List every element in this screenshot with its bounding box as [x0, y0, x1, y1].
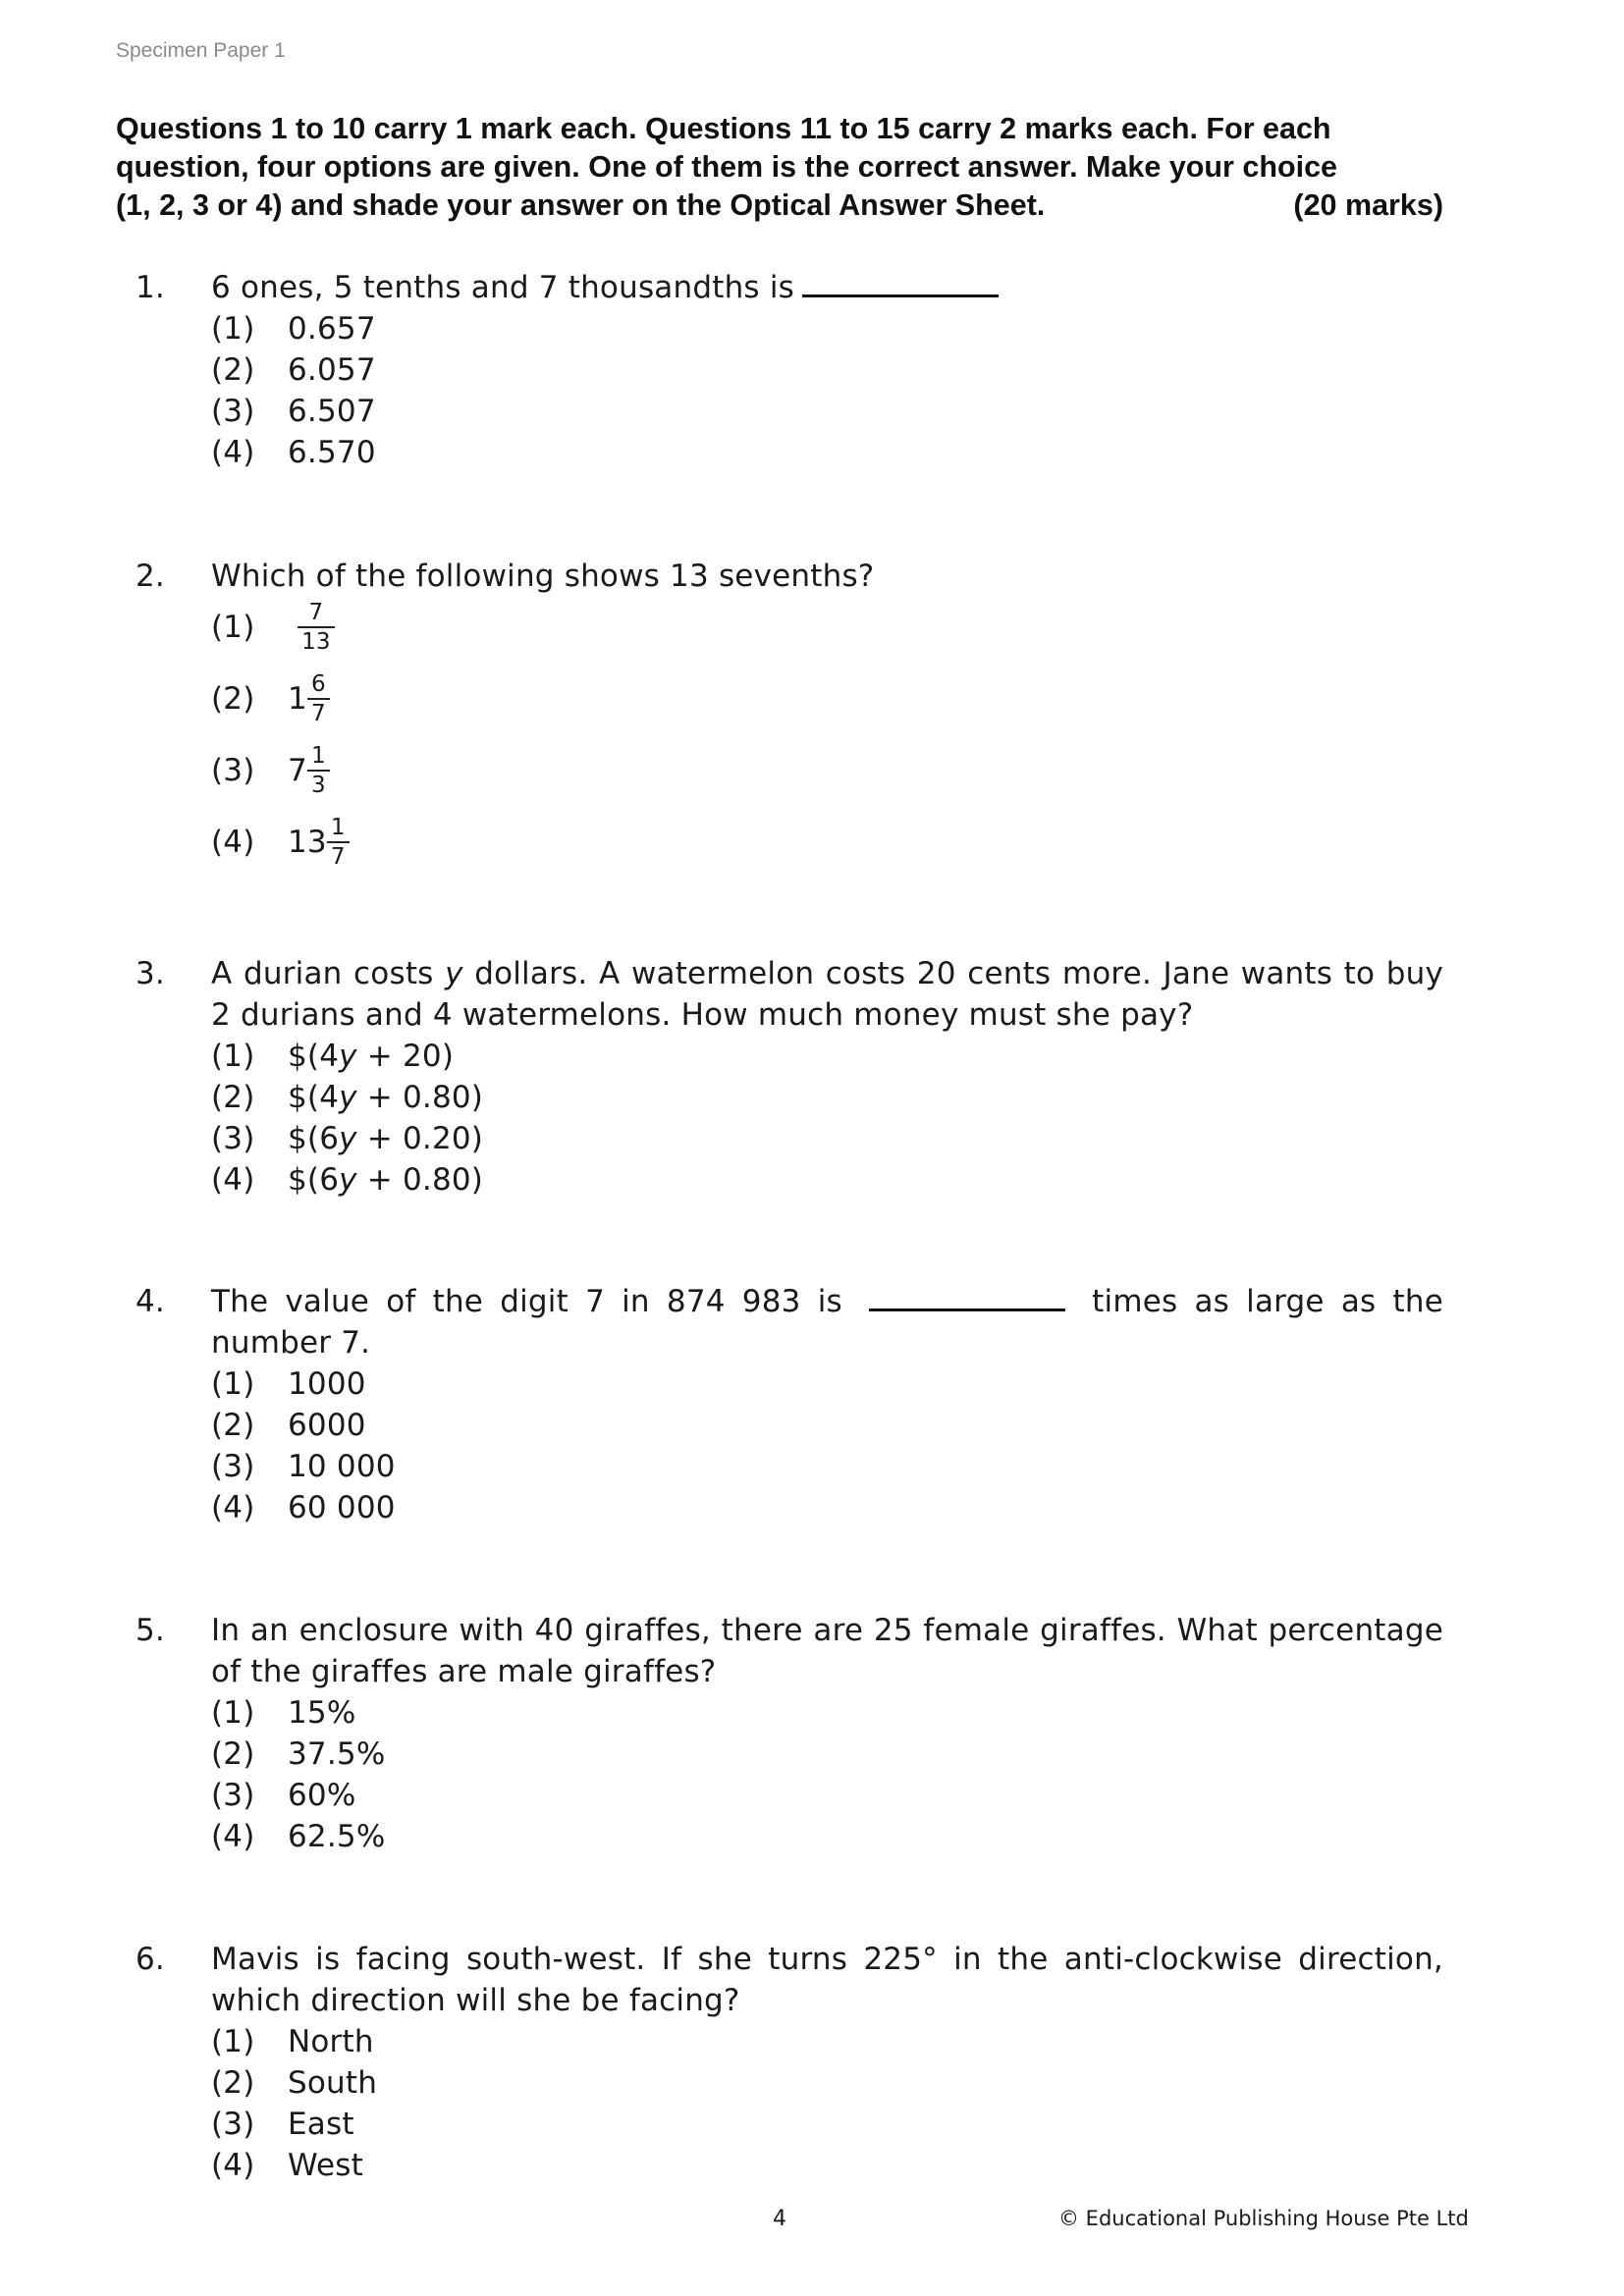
option-2: (2) South [211, 2065, 378, 2101]
option-3: (3) $(6y + 0.20) [211, 1121, 484, 1156]
instructions [116, 110, 1443, 225]
option-4: (4) 62.5% [211, 1819, 386, 1854]
option-2: (2) 6000 [211, 1408, 366, 1443]
option-4: (4) 13 $\frac{1}{7}$ [211, 814, 350, 871]
question-number: 4. [135, 1284, 165, 1319]
option-1: (1) $(4y + 20) [211, 1039, 455, 1074]
option-2: (2) 1 $\frac{6}{7}$ [211, 670, 330, 727]
option-3: (3) 60% [211, 1778, 356, 1813]
question-text-line-1: In an enclosure with 40 giraffes, there are 25 female giraffes. What percentage [211, 1613, 1443, 1648]
answer-blank [869, 1281, 1065, 1311]
option-2: (2) 6.057 [211, 352, 376, 388]
option-2: (2) 37.5% [211, 1736, 386, 1772]
question-text-line-1: The value of the digit 7 in 874 983 is times as large as the [211, 1281, 1443, 1322]
fraction: $\frac{1}{3}$ [307, 742, 330, 799]
instructions-line-1: Questions 1 to 10 carry 1 mark each. Questions 11 to 15 carry 2 marks each. For each [116, 112, 1331, 145]
question-text-line-2: 2 durians and 4 watermelons. How much money must she pay? [211, 997, 1194, 1033]
option-1: (1) 1000 [211, 1366, 366, 1402]
fraction: $\frac{1}{7}$ [327, 814, 350, 871]
question-number: 5. [135, 1613, 165, 1648]
fraction: $\frac{6}{7}$ [307, 670, 330, 727]
option-4: (4) 6.570 [211, 435, 376, 470]
option-4: (4) $(6y + 0.80) [211, 1162, 484, 1198]
question-number: 3. [135, 956, 165, 991]
question-text-line-2: of the giraffes are male giraffes? [211, 1654, 717, 1689]
fraction: $\frac{7}{13}$ [298, 599, 335, 656]
instructions-line-3: (1, 2, 3 or 4) and shade your answer on the Optical Answer Sheet. (20 marks) [116, 187, 1443, 225]
option-4: (4) West [211, 2148, 364, 2183]
answer-blank [802, 267, 999, 297]
instructions-line-2: question, four options are given. One of them is the correct answer. Make your choice [116, 150, 1338, 184]
question-text: 6 ones, 5 tenths and 7 thousandths is [211, 267, 999, 308]
option-4: (4) 60 000 [211, 1490, 396, 1525]
copyright-notice: © Educational Publishing House Pte Ltd [1058, 2207, 1469, 2230]
option-1: (1) North [211, 2024, 374, 2059]
question-text-line-2: number 7. [211, 1325, 371, 1361]
question-text: Which of the following shows 13 sevenths? [211, 559, 875, 594]
option-3: (3) 7 $\frac{1}{3}$ [211, 742, 330, 799]
page-header: Specimen Paper 1 [116, 39, 286, 62]
question-number: 2. [135, 559, 165, 594]
question-number: 1. [135, 270, 165, 305]
question-text-line-1: Mavis is facing south-west. If she turns 225° in the anti-clockwise direction, [211, 1942, 1443, 1977]
option-2: (2) $(4y + 0.80) [211, 1080, 484, 1115]
option-3: (3) East [211, 2107, 354, 2142]
question-number: 6. [135, 1942, 165, 1977]
page-number: 4 [773, 2207, 786, 2231]
total-marks: (20 marks) [1293, 188, 1443, 222]
option-3: (3) 10 000 [211, 1449, 396, 1484]
option-1: (1) 15% [211, 1695, 356, 1731]
question-text-line-1: A durian costs y dollars. A watermelon costs 20 cents more. Jane wants to buy [211, 956, 1443, 991]
option-1: (1) 0.657 [211, 311, 376, 347]
option-3: (3) 6.507 [211, 394, 376, 429]
option-1: (1) $\frac{7}{13}$ [211, 599, 335, 656]
question-text-line-2: which direction will she be facing? [211, 1983, 740, 2018]
